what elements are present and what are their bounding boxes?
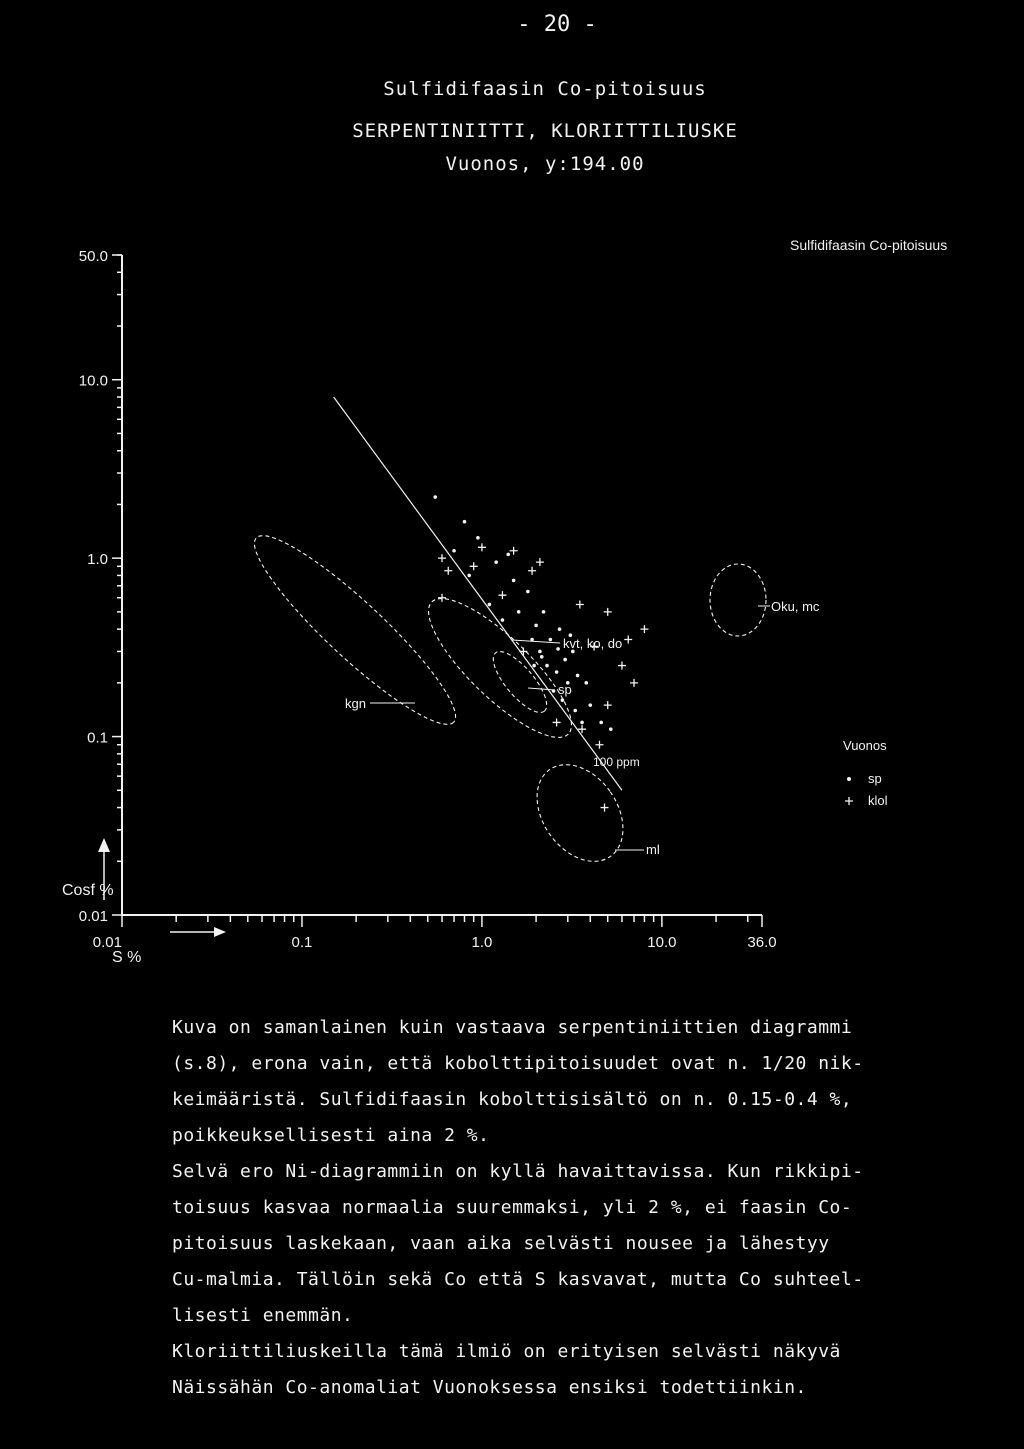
point-sp [584,681,588,685]
sp-field-label: sp [558,682,572,697]
point-klol [618,662,626,670]
point-klol [519,647,527,655]
point-klol [576,600,584,608]
point-sp [452,549,456,553]
point-sp [580,721,584,725]
point-klol [640,625,648,633]
x-tick-label: 1.0 [471,934,493,951]
reference-line [334,397,622,790]
point-sp [530,638,534,642]
chart-title: Sulfidifaasin Co-pitoisuus [790,237,948,253]
chart-axes [98,255,770,937]
legend-title: Vuonos [843,738,887,753]
point-klol [444,567,452,575]
point-sp [463,520,467,524]
y-tick-label: 1.0 [87,551,108,569]
point-klol [478,543,486,551]
point-sp [609,727,613,731]
x-tick-label: 0.01 [92,934,122,951]
point-sp [555,670,559,674]
y-tick-label: 10.0 [78,372,108,390]
page-number: - 20 - [517,12,597,37]
point-sp [545,664,549,668]
kgn-label: kgn [345,696,366,711]
y-tick-label: 0.1 [87,729,108,747]
point-sp [542,610,546,614]
point-sp [558,627,562,631]
text-line: poikkeuksellisesti aina 2 %. [172,1125,490,1146]
legend-marker-klol [845,797,853,805]
text-line: Cu-malmia. Tällöin sekä Co että S kasvavat, mutta Co suhteel- [172,1269,864,1290]
scatter-chart [0,200,1024,1000]
point-klol [601,804,609,812]
x-tick-label: 36.0 [747,934,777,951]
legend-marker-sp [847,777,851,781]
point-sp [501,618,505,622]
legend-label-sp: sp [868,771,882,786]
point-klol [498,591,506,599]
point-sp [549,638,553,642]
text-line: (s.8), erona vain, että kobolttipitoisuudet ovat n. 1/20 nik- [172,1053,864,1074]
x-axis-label: S % [112,949,142,966]
point-klol [438,554,446,562]
point-klol [536,558,544,566]
x-tick-label: 0.1 [291,934,313,951]
legend-label-klol: klol [868,793,888,808]
text-line: Näissähän Co-anomaliat Vuonoksessa ensiksi todettiinkin. [172,1377,807,1398]
kvt-field-ellipse [411,580,589,755]
y-tick-label: 50.0 [78,248,108,265]
page-title: Sulfidifaasin Co-pitoisuus [383,78,707,100]
point-klol [553,718,561,726]
point-klol [604,608,612,616]
point-klol [510,547,518,555]
point-klol [604,701,612,709]
point-sp [532,664,536,668]
point-sp [517,610,521,614]
point-sp [561,698,565,702]
point-sp [467,574,471,578]
point-sp [494,560,498,564]
point-klol [528,567,536,575]
kvt-label-leader [512,640,560,643]
point-klol [630,679,638,687]
point-sp [588,703,592,707]
field-ellipses [237,517,766,877]
point-sp [540,655,544,659]
text-line: Selvä ero Ni-diagrammiin on kyllä havaittavissa. Kun rikkipi- [172,1161,864,1182]
y-tick-label: 0.01 [78,908,108,925]
point-klol [438,594,446,602]
point-sp [512,579,516,583]
point-klol [470,562,478,570]
point-klol [595,741,603,749]
x-arrow-head [214,927,226,937]
point-sp [476,536,480,540]
x-tick-label: 10.0 [647,934,677,951]
point-sp [573,709,577,713]
text-line: keimääristä. Sulfidifaasin kobolttisisältö on n. 0.15-0.4 %, [172,1089,853,1110]
chart-labels [62,237,947,966]
point-sp [563,658,567,662]
point-sp [556,647,560,651]
text-line: Kuva on samanlainen kuin vastaava serpentiniittien diagrammi [172,1017,853,1038]
oku-field-ellipse [710,564,766,636]
point-sp [534,624,538,628]
point-sp [433,495,437,499]
kvt-label: kvt, ko, do [563,636,623,651]
oku-label: Oku, mc [771,599,820,614]
ml-label: ml [646,842,660,857]
text-line: toisuus kasvaa normaalia suuremmaksi, yli 2 %, ei faasin Co- [172,1197,853,1218]
point-sp [526,590,530,594]
text-line: Kloriittiliuskeilla tämä ilmiö on erityisen selvästi näkyvä [172,1341,841,1362]
text-line: lisesti enemmän. [172,1305,354,1326]
point-sp [576,674,580,678]
point-sp [599,721,603,725]
point-sp [506,553,510,557]
point-klol [624,635,632,643]
text-line: pitoisuus laskekaan, vaan aika selvästi nousee ja lähestyy [172,1233,830,1254]
y-axis-label: Cosf % [62,882,114,899]
y-arrow-head [98,838,110,852]
page-location: Vuonos, y:194.00 [445,153,645,175]
point-sp [538,650,542,654]
sp-field-ellipse [485,644,555,720]
point-sp [488,603,492,607]
page-subtitle: SERPENTINIITTI, KLORIITTILIUSKE [352,120,738,142]
point-sp [552,689,556,693]
reference-line-label: 100 ppm [593,755,640,769]
